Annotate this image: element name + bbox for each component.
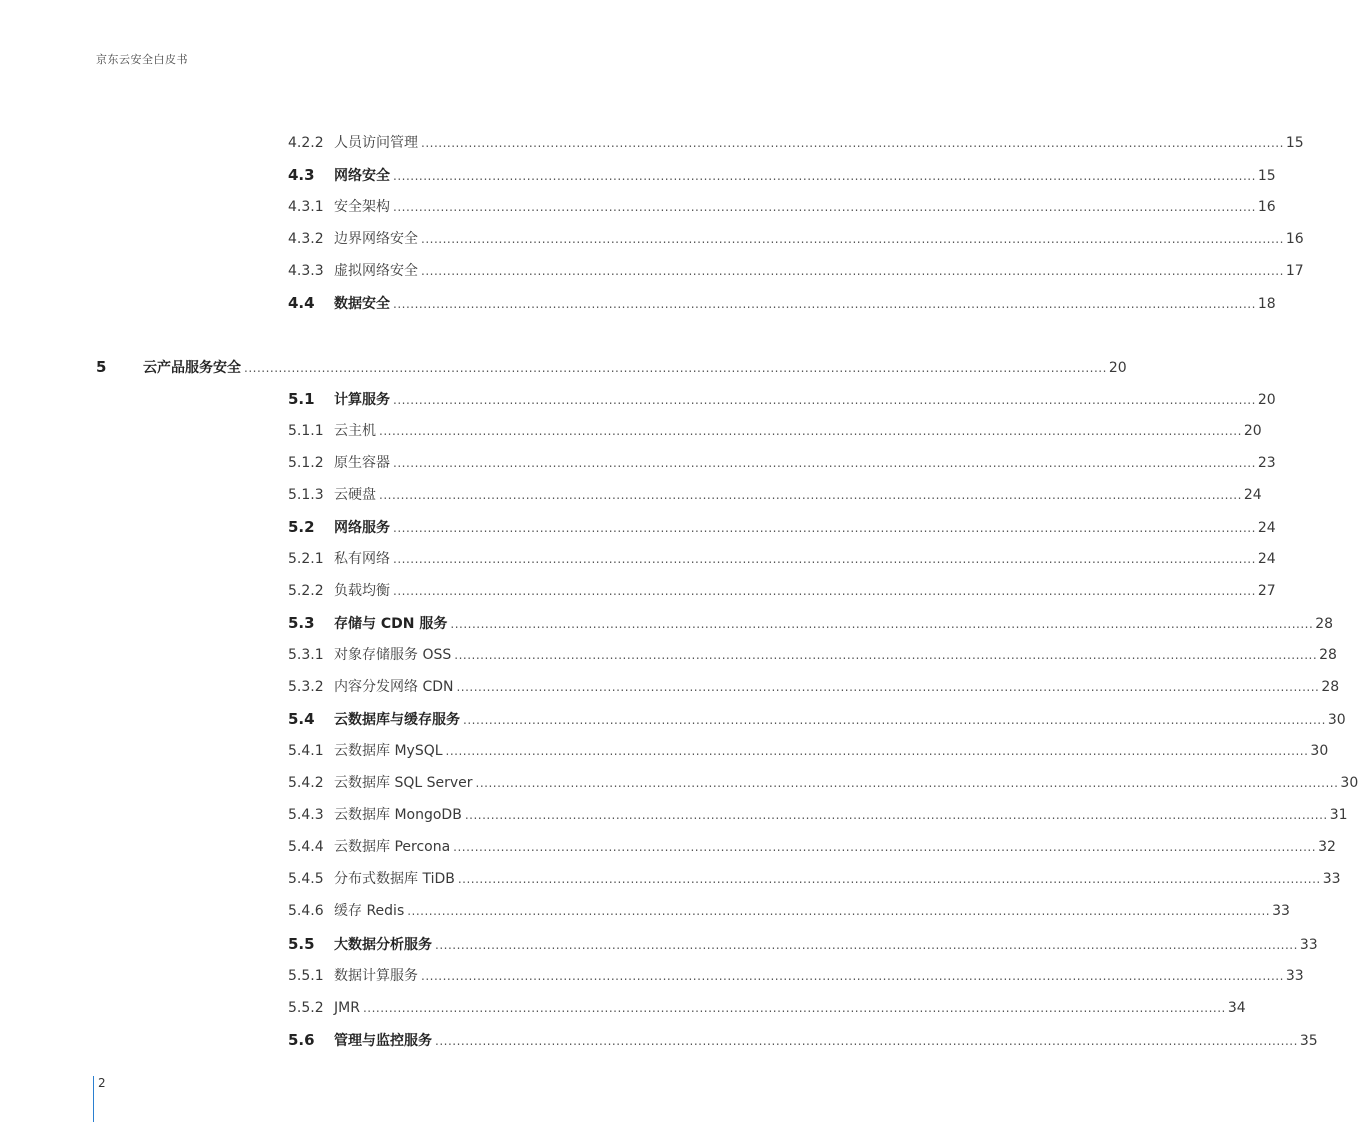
toc-entry-page: 24 <box>1257 551 1276 567</box>
toc-dot-leader: ........................................................................................................................................................................................................ <box>445 744 1309 758</box>
toc-entry-page: 28 <box>1315 616 1334 632</box>
toc-dot-leader: ........................................................................................................................................................................................................ <box>421 232 1284 246</box>
toc-entry-title: JMR <box>334 1000 360 1016</box>
toc-entry[interactable] <box>288 740 1329 762</box>
toc-entry[interactable] <box>288 452 1276 474</box>
toc-entry-number: 5.2.1 <box>288 551 324 567</box>
toc-entry-title: 私有网络 <box>334 551 390 567</box>
toc-entry[interactable] <box>288 772 1358 794</box>
toc-entry[interactable] <box>288 292 1276 314</box>
toc-entry-page: 28 <box>1321 679 1340 695</box>
toc-entry-page: 27 <box>1257 583 1276 599</box>
toc-entry-number: 5.1 <box>288 390 315 408</box>
toc-entry-title: 数据安全 <box>334 296 390 312</box>
toc-entry[interactable] <box>288 804 1348 826</box>
toc-entry-page: 24 <box>1243 487 1262 503</box>
toc-dot-leader: ........................................................................................................................................................................................................ <box>435 1034 1298 1048</box>
toc-entry-title: 云产品服务安全 <box>143 360 241 376</box>
toc-dot-leader: ........................................................................................................................................................................................................ <box>456 680 1320 694</box>
toc-entry-number: 5.3.1 <box>288 647 324 663</box>
toc-dot-leader: ........................................................................................................................................................................................................ <box>463 713 1326 727</box>
toc-dot-leader: ........................................................................................................................................................................................................ <box>450 617 1314 631</box>
toc-entry-page: 17 <box>1285 263 1304 279</box>
toc-dot-leader: ........................................................................................................................................................................................................ <box>379 424 1242 438</box>
toc-entry[interactable] <box>288 1029 1318 1051</box>
toc-entry-title: 云硬盘 <box>334 487 376 503</box>
toc-entry-number: 5.4.1 <box>288 743 324 759</box>
toc-entry-title: 云数据库 MongoDB <box>334 807 462 823</box>
toc-entry-page: 20 <box>1243 423 1262 439</box>
toc-entry-page: 33 <box>1322 871 1341 887</box>
toc-entry-number: 4.3.2 <box>288 231 324 247</box>
toc-entry-title: 大数据分析服务 <box>334 937 432 953</box>
toc-entry-number: 5.4.4 <box>288 839 324 855</box>
toc-dot-leader: ........................................................................................................................................................................................................ <box>379 488 1242 502</box>
toc-entry-page: 15 <box>1285 135 1304 151</box>
toc-dot-leader: ........................................................................................................................................................................................................ <box>435 938 1298 952</box>
toc-entry-number: 5.3 <box>288 614 315 632</box>
toc-entry-page: 31 <box>1329 807 1348 823</box>
toc-entry-title: 网络安全 <box>334 168 390 184</box>
toc-entry-page: 33 <box>1285 968 1304 984</box>
toc-entry-page: 30 <box>1327 712 1346 728</box>
toc-entry-page: 15 <box>1257 168 1276 184</box>
toc-entry[interactable] <box>288 164 1276 186</box>
toc-dot-leader: ........................................................................................................................................................................................................ <box>464 808 1328 822</box>
toc-entry[interactable] <box>288 388 1276 410</box>
toc-entry[interactable] <box>288 644 1337 666</box>
toc-entry[interactable] <box>288 196 1276 218</box>
toc-dot-leader: ........................................................................................................................................................................................................ <box>393 297 1256 311</box>
toc-entry[interactable] <box>288 900 1290 922</box>
toc-entry-title: 对象存储服务 OSS <box>334 647 452 663</box>
toc-entry-page: 30 <box>1340 775 1358 791</box>
toc-dot-leader: ........................................................................................................................................................................................................ <box>421 969 1284 983</box>
toc-dot-leader: ........................................................................................................................................................................................................ <box>393 393 1256 407</box>
toc-entry[interactable] <box>288 420 1262 442</box>
toc-dot-leader: ........................................................................................................................................................................................................ <box>457 872 1321 886</box>
page-number: 2 <box>98 1076 106 1090</box>
toc-entry-title: 缓存 Redis <box>334 903 405 919</box>
toc-entry-page: 30 <box>1310 743 1329 759</box>
toc-entry-page: 20 <box>1108 360 1127 376</box>
toc-entry-title: 分布式数据库 TiDB <box>334 871 455 887</box>
toc-dot-leader: ........................................................................................................................................................................................................ <box>393 169 1256 183</box>
toc-entry-number: 4.3 <box>288 166 315 184</box>
toc-entry-number: 4.3.1 <box>288 199 324 215</box>
toc-dot-leader: ........................................................................................................................................................................................................ <box>362 1001 1226 1015</box>
toc-dot-leader: ........................................................................................................................................................................................................ <box>393 552 1256 566</box>
toc-entry[interactable] <box>288 836 1336 858</box>
toc-entry-title: 计算服务 <box>334 392 390 408</box>
toc-entry[interactable] <box>288 708 1346 730</box>
toc-entry-title: 云数据库 MySQL <box>334 743 443 759</box>
toc-entry-title: 虚拟网络安全 <box>334 263 418 279</box>
toc-entry-number: 4.2.2 <box>288 135 324 151</box>
toc-entry-number: 5.2.2 <box>288 583 324 599</box>
toc-dot-leader: ........................................................................................................................................................................................................ <box>244 361 1107 375</box>
toc-entry-number: 5.1.1 <box>288 423 324 439</box>
toc-entry[interactable] <box>96 356 1127 378</box>
toc-dot-leader: ........................................................................................................................................................................................................ <box>421 264 1284 278</box>
toc-entry-number: 5.4 <box>288 710 315 728</box>
toc-entry[interactable] <box>288 868 1341 890</box>
toc-entry[interactable] <box>288 612 1334 634</box>
toc-entry[interactable] <box>288 933 1318 955</box>
toc-entry[interactable] <box>288 965 1304 987</box>
toc-entry-page: 16 <box>1285 231 1304 247</box>
toc-dot-leader: ........................................................................................................................................................................................................ <box>407 904 1271 918</box>
toc-entry-number: 5.5.2 <box>288 1000 324 1016</box>
toc-entry-title: 云主机 <box>334 423 376 439</box>
toc-entry-title: 人员访问管理 <box>334 135 418 151</box>
toc-entry-number: 5.4.5 <box>288 871 324 887</box>
toc-entry-title: 安全架构 <box>334 199 390 215</box>
toc-entry-number: 5.5.1 <box>288 968 324 984</box>
toc-entry-title: 云数据库 SQL Server <box>334 775 473 791</box>
toc-entry[interactable] <box>288 484 1262 506</box>
toc-entry-title: 云数据库 Percona <box>334 839 451 855</box>
toc-entry-number: 4.4 <box>288 294 315 312</box>
toc-entry[interactable] <box>288 997 1246 1019</box>
toc-entry-page: 16 <box>1257 199 1276 215</box>
toc-entry-number: 5.1.2 <box>288 455 324 471</box>
toc-entry-number: 5.2 <box>288 518 315 536</box>
toc-dot-leader: ........................................................................................................................................................................................................ <box>393 584 1256 598</box>
toc-entry-number: 5.4.3 <box>288 807 324 823</box>
toc-entry-number: 5.6 <box>288 1031 315 1049</box>
toc-entry-page: 34 <box>1227 1000 1246 1016</box>
toc-entry-title: 内容分发网络 CDN <box>334 679 454 695</box>
toc-dot-leader: ........................................................................................................................................................................................................ <box>454 648 1318 662</box>
toc-entry-page: 24 <box>1257 520 1276 536</box>
document-header-title: 京东云安全白皮书 <box>96 53 188 66</box>
toc-entry[interactable] <box>288 132 1304 154</box>
toc-entry-title: 网络服务 <box>334 520 390 536</box>
toc-dot-leader: ........................................................................................................................................................................................................ <box>475 776 1339 790</box>
toc-entry-page: 33 <box>1299 937 1318 953</box>
toc-entry-number: 5.4.6 <box>288 903 324 919</box>
toc-entry[interactable] <box>288 548 1276 570</box>
toc-dot-leader: ........................................................................................................................................................................................................ <box>453 840 1317 854</box>
toc-entry-number: 5.4.2 <box>288 775 324 791</box>
toc-entry-number: 5.3.2 <box>288 679 324 695</box>
toc-entry[interactable] <box>288 676 1340 698</box>
toc-entry[interactable] <box>288 580 1276 602</box>
toc-entry-page: 35 <box>1299 1033 1318 1049</box>
toc-entry-page: 32 <box>1318 839 1336 855</box>
toc-dot-leader: ........................................................................................................................................................................................................ <box>393 521 1256 535</box>
toc-entry-number: 5 <box>96 358 107 376</box>
toc-dot-leader: ........................................................................................................................................................................................................ <box>393 456 1256 470</box>
toc-entry[interactable] <box>288 228 1304 250</box>
toc-entry-title: 负载均衡 <box>334 583 390 599</box>
toc-entry-page: 18 <box>1257 296 1276 312</box>
toc-entry-page: 20 <box>1257 392 1276 408</box>
toc-entry-number: 5.1.3 <box>288 487 324 503</box>
toc-entry-title: 管理与监控服务 <box>334 1033 432 1049</box>
toc-entry-page: 28 <box>1319 647 1337 663</box>
toc-entry-title: 存储与 CDN 服务 <box>334 616 448 632</box>
toc-entry-page: 33 <box>1272 903 1290 919</box>
toc-entry-title: 原生容器 <box>334 455 390 471</box>
footer-accent-line <box>93 1076 94 1122</box>
toc-entry-page: 23 <box>1257 455 1276 471</box>
toc-entry-title: 云数据库与缓存服务 <box>334 712 460 728</box>
toc-entry-number: 5.5 <box>288 935 315 953</box>
toc-dot-leader: ........................................................................................................................................................................................................ <box>393 200 1256 214</box>
toc-entry[interactable] <box>288 516 1276 538</box>
toc-entry-title: 数据计算服务 <box>334 968 418 984</box>
toc-entry[interactable] <box>288 260 1304 282</box>
toc-entry-number: 4.3.3 <box>288 263 324 279</box>
toc-entry-title: 边界网络安全 <box>334 231 418 247</box>
toc-dot-leader: ........................................................................................................................................................................................................ <box>421 136 1284 150</box>
